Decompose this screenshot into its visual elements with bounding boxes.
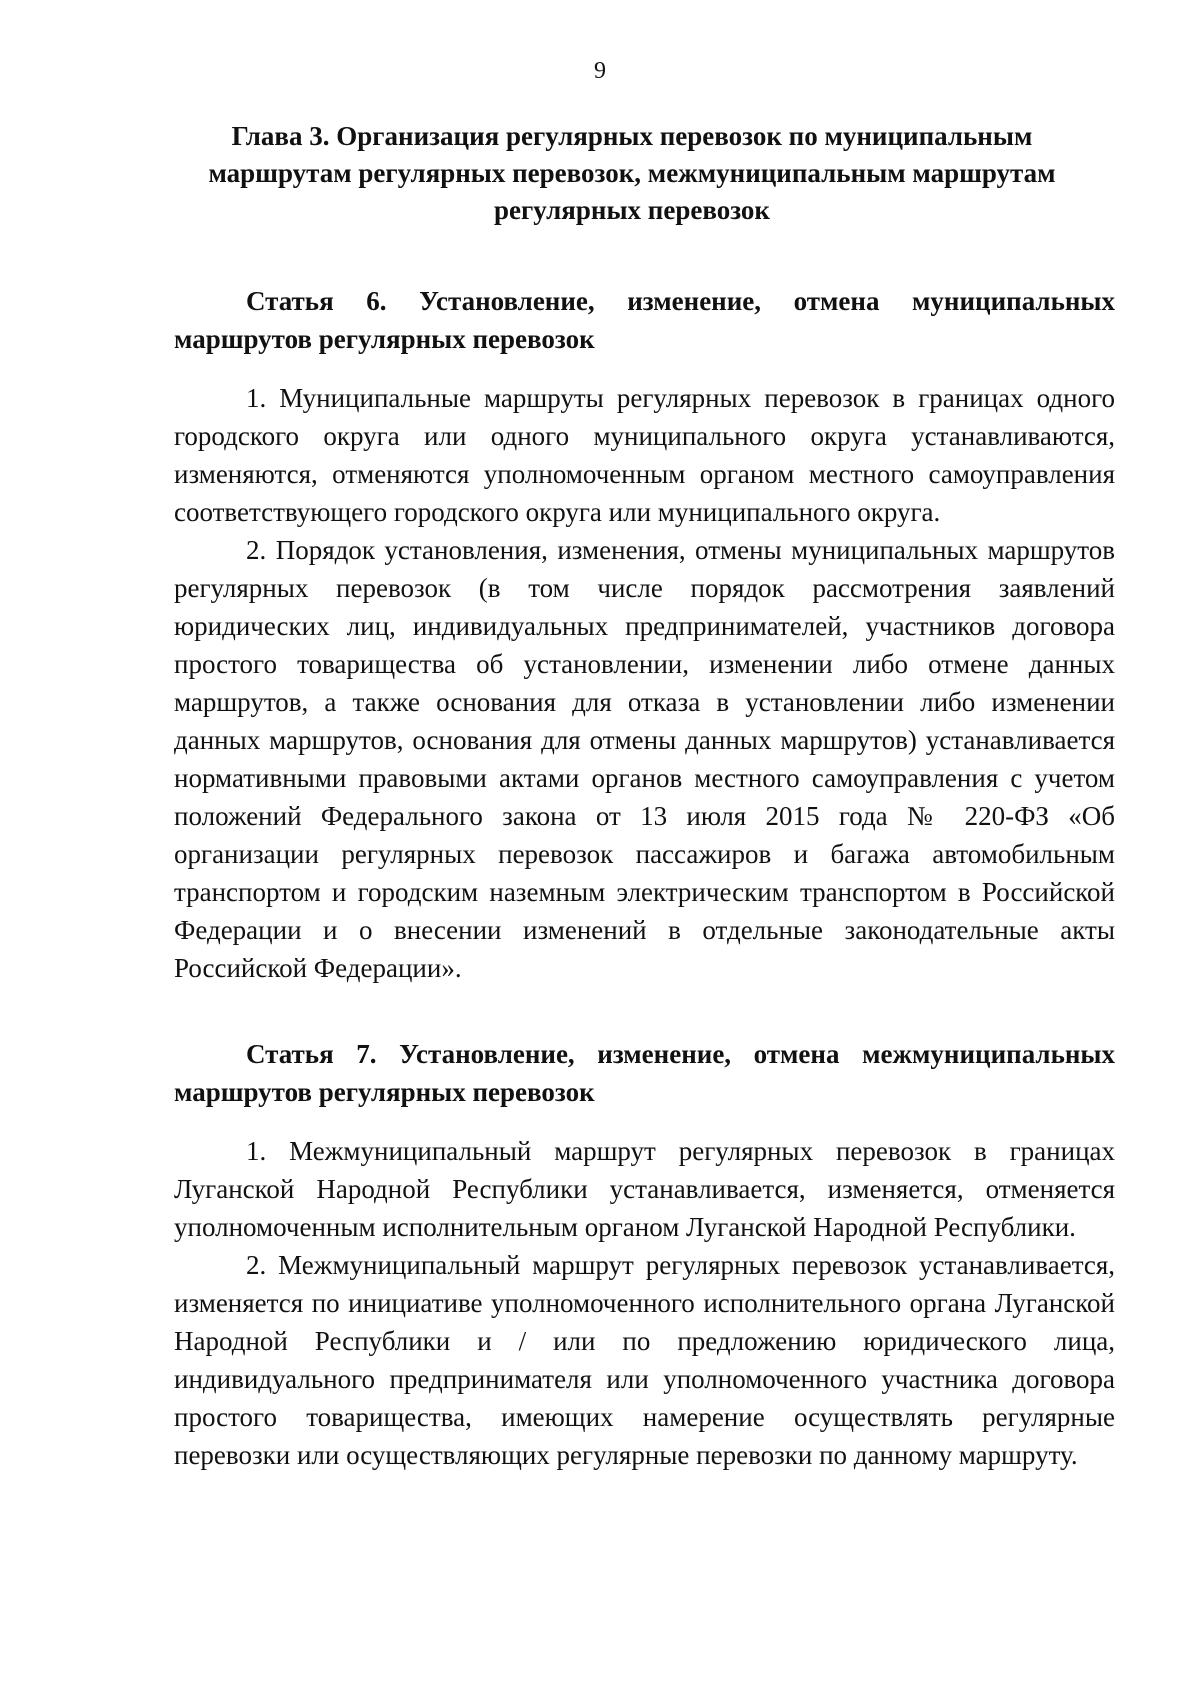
article-7 (174, 1035, 1115, 1474)
article-6-paragraph-1: 1. Муниципальные маршруты регулярных перевозок в границах одного городского округа или одного муниципального округа устанавливаются, изменяются, отменяются уполномоченным органом местного самоуправления соответствующего городского округа или муниципального округа. (174, 383, 1115, 527)
page-number: 9 (594, 58, 606, 84)
article-6-paragraph-2: 2. Порядок установления, изменения, отмены муниципальных маршрутов регулярных перевозок (в том числе порядок рассмотрения заявлений юридических лиц, индивидуальных предпринимателей, участников договора простого товарищества об установлении, изменении либо отмене данных маршрутов, а также основания для отказа в установлении либо изменении данных маршрутов, основания для отмены данных маршрутов) устанавливается нормативными правовыми актами органов местного самоуправления с учетом положений Федерального закона от 13 июля 2015 года № 220-ФЗ «Об организации регулярных перевозок пассажиров и багажа автомобильным транспортом и городским наземным электрическим транспортом в Российской Федерации и о внесении изменений в отдельные законодательные акты Российской Федерации». (174, 535, 1115, 983)
article-7-paragraph-1: 1. Межмуниципальный маршрут регулярных перевозок в границах Луганской Народной Республики устанавливается, изменяется, отменяется уполномоченным исполнительным органом Луганской Народной Республики. (174, 1136, 1115, 1242)
article-6-title: Статья 6. Установление, изменение, отмена муниципальных маршрутов регулярных перевозок (174, 286, 1115, 354)
chapter-title: Глава 3. Организация регулярных перевозок по муниципальным маршрутам регулярных перевозок, межмуниципальным маршрутам регулярных перевозок (208, 121, 1056, 225)
article-6 (174, 282, 1115, 987)
article-7-paragraph-2: 2. Межмуниципальный маршрут регулярных перевозок устанавливается, изменяется по инициативе уполномоченного исполнительного органа Луганской Народной Республики и / или по предложению юридического лица, индивидуального предпринимателя или уполномоченного участника договора простого товарищества, имеющих намерение осуществлять регулярные перевозки или осуществляющих регулярные перевозки по данному маршруту. (174, 1250, 1115, 1470)
article-7-title: Статья 7. Установление, изменение, отмена межмуниципальных маршрутов регулярных перевозок (174, 1039, 1115, 1107)
